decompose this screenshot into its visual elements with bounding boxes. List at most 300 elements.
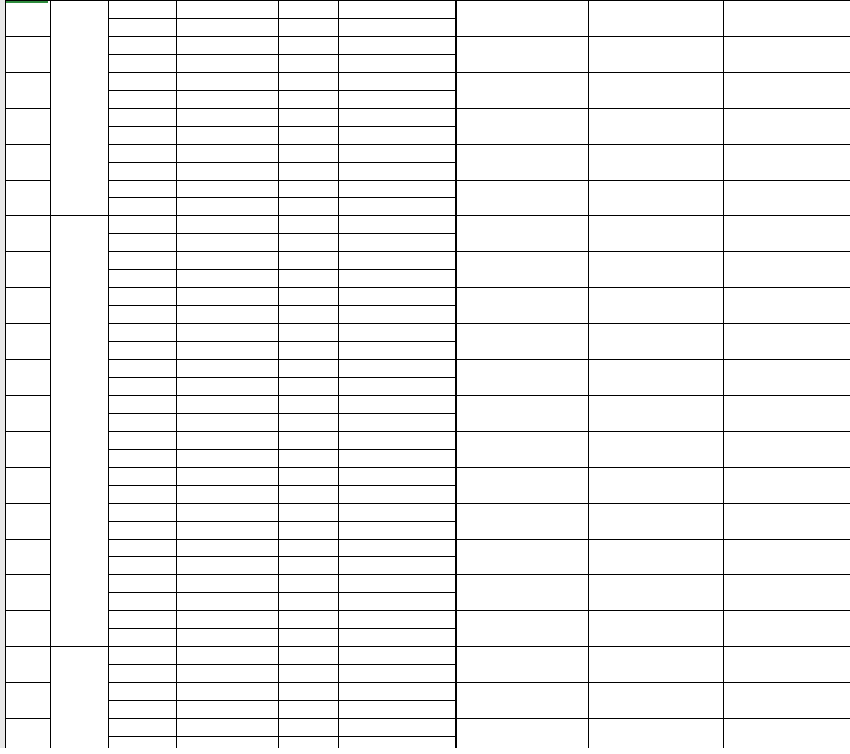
floor-cell[interactable] [108, 305, 176, 323]
row-number-cell[interactable] [5, 395, 50, 431]
note-cell[interactable] [723, 610, 850, 646]
area-cell[interactable] [338, 233, 456, 251]
usage-cell[interactable] [588, 36, 723, 72]
structure-cell[interactable] [278, 395, 338, 413]
floor-cell[interactable] [108, 197, 176, 215]
unit-cell[interactable] [176, 54, 278, 72]
grid-line [108, 395, 456, 396]
row-number-cell[interactable] [5, 503, 50, 539]
structure-cell[interactable] [278, 287, 338, 305]
unit-cell[interactable] [176, 556, 278, 574]
land-area-cell[interactable] [456, 395, 588, 431]
grid-line [456, 395, 850, 396]
grid-line [456, 359, 850, 360]
area-cell[interactable] [338, 395, 456, 413]
structure-cell[interactable] [278, 628, 338, 646]
usage-cell[interactable] [588, 431, 723, 467]
structure-cell[interactable] [278, 197, 338, 215]
area-cell[interactable] [338, 144, 456, 162]
structure-cell[interactable] [278, 126, 338, 144]
grid-line [108, 269, 456, 270]
grid-line [50, 646, 108, 647]
unit-cell[interactable] [176, 215, 278, 233]
structure-cell[interactable] [278, 431, 338, 449]
grid-line [108, 449, 456, 450]
grid-line [5, 144, 50, 145]
unit-cell[interactable] [176, 162, 278, 180]
structure-cell[interactable] [278, 503, 338, 521]
grid-line [456, 718, 850, 719]
area-cell[interactable] [338, 664, 456, 682]
floor-cell[interactable] [108, 628, 176, 646]
unit-cell[interactable] [176, 18, 278, 36]
unit-cell[interactable] [176, 449, 278, 467]
note-cell[interactable] [723, 682, 850, 718]
row-number-cell[interactable] [5, 682, 50, 718]
land-area-cell[interactable] [456, 72, 588, 108]
floor-cell[interactable] [108, 287, 176, 305]
grid-line [5, 574, 50, 575]
unit-cell[interactable] [176, 90, 278, 108]
unit-cell[interactable] [176, 682, 278, 700]
land-area-cell[interactable] [456, 574, 588, 610]
structure-cell[interactable] [278, 377, 338, 395]
structure-cell[interactable] [278, 556, 338, 574]
land-area-cell[interactable] [456, 718, 588, 754]
grid-line [5, 323, 50, 324]
unit-cell[interactable] [176, 413, 278, 431]
row-number-cell[interactable] [5, 108, 50, 144]
grid-line [108, 0, 456, 1]
floor-cell[interactable] [108, 72, 176, 90]
structure-cell[interactable] [278, 574, 338, 592]
structure-cell[interactable] [278, 736, 338, 754]
area-cell[interactable] [338, 449, 456, 467]
structure-cell[interactable] [278, 305, 338, 323]
note-cell[interactable] [723, 287, 850, 323]
grid-line [5, 359, 50, 360]
floor-cell[interactable] [108, 539, 176, 557]
area-cell[interactable] [338, 359, 456, 377]
row-number-cell[interactable] [5, 323, 50, 359]
unit-cell[interactable] [176, 539, 278, 557]
area-cell[interactable] [338, 503, 456, 521]
area-cell[interactable] [338, 377, 456, 395]
unit-cell[interactable] [176, 736, 278, 754]
unit-cell[interactable] [176, 233, 278, 251]
area-cell[interactable] [338, 180, 456, 198]
grid-line [108, 377, 456, 378]
area-cell[interactable] [338, 126, 456, 144]
land-area-cell[interactable] [456, 503, 588, 539]
land-area-cell[interactable] [456, 215, 588, 251]
area-cell[interactable] [338, 592, 456, 610]
grid-line [108, 592, 456, 593]
grid-line [5, 431, 50, 432]
grid-line [108, 162, 456, 163]
unit-cell[interactable] [176, 251, 278, 269]
grid-line [108, 539, 456, 540]
structure-cell[interactable] [278, 215, 338, 233]
note-cell[interactable] [723, 718, 850, 754]
grid-line [455, 0, 456, 748]
row-number-cell[interactable] [5, 718, 50, 754]
structure-cell[interactable] [278, 413, 338, 431]
grid-line [5, 251, 50, 252]
floor-cell[interactable] [108, 233, 176, 251]
note-cell[interactable] [723, 431, 850, 467]
floor-cell[interactable] [108, 377, 176, 395]
floor-cell[interactable] [108, 269, 176, 287]
land-area-cell[interactable] [456, 0, 588, 36]
floor-cell[interactable] [108, 0, 176, 18]
unit-cell[interactable] [176, 108, 278, 126]
area-cell[interactable] [338, 54, 456, 72]
unit-cell[interactable] [176, 503, 278, 521]
unit-cell[interactable] [176, 664, 278, 682]
structure-cell[interactable] [278, 180, 338, 198]
structure-cell[interactable] [278, 323, 338, 341]
building-group-cell[interactable] [50, 0, 108, 215]
floor-cell[interactable] [108, 646, 176, 664]
floor-cell[interactable] [108, 610, 176, 628]
floor-cell[interactable] [108, 503, 176, 521]
building-group-cell[interactable] [50, 215, 108, 646]
structure-cell[interactable] [278, 36, 338, 54]
note-cell[interactable] [723, 180, 850, 216]
structure-cell[interactable] [278, 90, 338, 108]
grid-line [50, 215, 108, 216]
land-area-cell[interactable] [456, 467, 588, 503]
unit-cell[interactable] [176, 144, 278, 162]
usage-cell[interactable] [588, 574, 723, 610]
floor-cell[interactable] [108, 323, 176, 341]
building-group-cell[interactable] [50, 646, 108, 754]
grid-line [456, 144, 850, 145]
structure-cell[interactable] [278, 610, 338, 628]
note-cell[interactable] [723, 72, 850, 108]
area-cell[interactable] [338, 18, 456, 36]
unit-cell[interactable] [176, 377, 278, 395]
unit-cell[interactable] [176, 72, 278, 90]
land-area-cell[interactable] [456, 539, 588, 575]
area-cell[interactable] [338, 431, 456, 449]
grid-line [108, 323, 456, 324]
structure-cell[interactable] [278, 269, 338, 287]
land-area-cell[interactable] [456, 610, 588, 646]
unit-cell[interactable] [176, 269, 278, 287]
grid-line [108, 736, 456, 737]
structure-cell[interactable] [278, 485, 338, 503]
floor-cell[interactable] [108, 341, 176, 359]
usage-cell[interactable] [588, 395, 723, 431]
grid-line [108, 215, 456, 216]
floor-cell[interactable] [108, 413, 176, 431]
area-cell[interactable] [338, 574, 456, 592]
usage-cell[interactable] [588, 610, 723, 646]
note-cell[interactable] [723, 215, 850, 251]
unit-cell[interactable] [176, 521, 278, 539]
land-area-cell[interactable] [456, 646, 588, 682]
grid-line [50, 0, 108, 1]
floor-cell[interactable] [108, 359, 176, 377]
area-cell[interactable] [338, 610, 456, 628]
area-cell[interactable] [338, 36, 456, 54]
floor-cell[interactable] [108, 215, 176, 233]
unit-cell[interactable] [176, 646, 278, 664]
floor-cell[interactable] [108, 126, 176, 144]
row-number-cell[interactable] [5, 251, 50, 287]
floor-cell[interactable] [108, 36, 176, 54]
floor-cell[interactable] [108, 395, 176, 413]
row-number-cell[interactable] [5, 574, 50, 610]
structure-cell[interactable] [278, 539, 338, 557]
grid-line [108, 359, 456, 360]
usage-cell[interactable] [588, 72, 723, 108]
row-number-cell[interactable] [5, 467, 50, 503]
structure-cell[interactable] [278, 646, 338, 664]
land-area-cell[interactable] [456, 287, 588, 323]
usage-cell[interactable] [588, 539, 723, 575]
row-number-cell[interactable] [5, 36, 50, 72]
floor-cell[interactable] [108, 144, 176, 162]
structure-cell[interactable] [278, 251, 338, 269]
note-cell[interactable] [723, 0, 850, 36]
floor-cell[interactable] [108, 592, 176, 610]
grid-line [456, 539, 850, 540]
unit-cell[interactable] [176, 323, 278, 341]
row-number-cell[interactable] [5, 287, 50, 323]
grid-line [108, 54, 456, 55]
usage-cell[interactable] [588, 287, 723, 323]
unit-cell[interactable] [176, 628, 278, 646]
area-cell[interactable] [338, 485, 456, 503]
row-number-cell[interactable] [5, 610, 50, 646]
note-cell[interactable] [723, 395, 850, 431]
grid-line [5, 610, 50, 611]
note-cell[interactable] [723, 503, 850, 539]
note-cell[interactable] [723, 323, 850, 359]
row-number-cell[interactable] [5, 144, 50, 180]
area-cell[interactable] [338, 646, 456, 664]
floor-cell[interactable] [108, 180, 176, 198]
area-cell[interactable] [338, 0, 456, 18]
area-cell[interactable] [338, 269, 456, 287]
usage-cell[interactable] [588, 682, 723, 718]
grid-line [456, 431, 850, 432]
unit-cell[interactable] [176, 359, 278, 377]
structure-cell[interactable] [278, 144, 338, 162]
area-cell[interactable] [338, 682, 456, 700]
floor-cell[interactable] [108, 90, 176, 108]
land-area-cell[interactable] [456, 323, 588, 359]
floor-cell[interactable] [108, 736, 176, 754]
area-cell[interactable] [338, 197, 456, 215]
structure-cell[interactable] [278, 449, 338, 467]
structure-cell[interactable] [278, 108, 338, 126]
grid-line [108, 431, 456, 432]
usage-cell[interactable] [588, 251, 723, 287]
land-area-cell[interactable] [456, 251, 588, 287]
grid-line [108, 467, 456, 468]
floor-cell[interactable] [108, 521, 176, 539]
land-area-cell[interactable] [456, 180, 588, 216]
unit-cell[interactable] [176, 126, 278, 144]
usage-cell[interactable] [588, 718, 723, 754]
note-cell[interactable] [723, 108, 850, 144]
area-cell[interactable] [338, 108, 456, 126]
floor-cell[interactable] [108, 431, 176, 449]
structure-cell[interactable] [278, 162, 338, 180]
grid-line [108, 126, 456, 127]
area-cell[interactable] [338, 467, 456, 485]
structure-cell[interactable] [278, 664, 338, 682]
note-cell[interactable] [723, 574, 850, 610]
unit-cell[interactable] [176, 341, 278, 359]
floor-cell[interactable] [108, 664, 176, 682]
unit-cell[interactable] [176, 718, 278, 736]
row-number-cell[interactable] [5, 215, 50, 251]
area-cell[interactable] [338, 539, 456, 557]
row-number-cell[interactable] [5, 0, 50, 36]
area-cell[interactable] [338, 72, 456, 90]
area-cell[interactable] [338, 287, 456, 305]
note-cell[interactable] [723, 144, 850, 180]
area-cell[interactable] [338, 413, 456, 431]
floor-cell[interactable] [108, 467, 176, 485]
usage-cell[interactable] [588, 646, 723, 682]
area-cell[interactable] [338, 251, 456, 269]
note-cell[interactable] [723, 251, 850, 287]
grid-line [108, 233, 456, 234]
structure-cell[interactable] [278, 359, 338, 377]
structure-cell[interactable] [278, 592, 338, 610]
grid-line [456, 108, 850, 109]
floor-cell[interactable] [108, 108, 176, 126]
floor-cell[interactable] [108, 682, 176, 700]
floor-cell[interactable] [108, 162, 176, 180]
floor-cell[interactable] [108, 700, 176, 718]
area-cell[interactable] [338, 556, 456, 574]
area-cell[interactable] [338, 628, 456, 646]
area-cell[interactable] [338, 323, 456, 341]
area-cell[interactable] [338, 162, 456, 180]
area-cell[interactable] [338, 700, 456, 718]
unit-cell[interactable] [176, 0, 278, 18]
usage-cell[interactable] [588, 359, 723, 395]
area-cell[interactable] [338, 718, 456, 736]
unit-cell[interactable] [176, 485, 278, 503]
unit-cell[interactable] [176, 305, 278, 323]
usage-cell[interactable] [588, 0, 723, 36]
grid-line [456, 215, 850, 216]
usage-cell[interactable] [588, 503, 723, 539]
grid-line [108, 0, 109, 748]
floor-cell[interactable] [108, 449, 176, 467]
area-cell[interactable] [338, 90, 456, 108]
note-cell[interactable] [723, 36, 850, 72]
land-area-cell[interactable] [456, 431, 588, 467]
grid-line [108, 180, 456, 181]
note-cell[interactable] [723, 467, 850, 503]
structure-cell[interactable] [278, 18, 338, 36]
row-number-cell[interactable] [5, 359, 50, 395]
note-cell[interactable] [723, 539, 850, 575]
structure-cell[interactable] [278, 682, 338, 700]
unit-cell[interactable] [176, 287, 278, 305]
structure-cell[interactable] [278, 341, 338, 359]
unit-cell[interactable] [176, 395, 278, 413]
floor-cell[interactable] [108, 18, 176, 36]
usage-cell[interactable] [588, 144, 723, 180]
land-area-cell[interactable] [456, 359, 588, 395]
usage-cell[interactable] [588, 323, 723, 359]
unit-cell[interactable] [176, 574, 278, 592]
floor-cell[interactable] [108, 251, 176, 269]
usage-cell[interactable] [588, 215, 723, 251]
floor-cell[interactable] [108, 574, 176, 592]
row-number-cell[interactable] [5, 180, 50, 216]
structure-cell[interactable] [278, 0, 338, 18]
unit-cell[interactable] [176, 197, 278, 215]
area-cell[interactable] [338, 305, 456, 323]
grid-line [456, 0, 457, 748]
unit-cell[interactable] [176, 592, 278, 610]
grid-line [108, 72, 456, 73]
usage-cell[interactable] [588, 108, 723, 144]
floor-cell[interactable] [108, 556, 176, 574]
land-area-cell[interactable] [456, 36, 588, 72]
land-area-cell[interactable] [456, 108, 588, 144]
grid-line [5, 287, 50, 288]
unit-cell[interactable] [176, 467, 278, 485]
unit-cell[interactable] [176, 700, 278, 718]
floor-cell[interactable] [108, 54, 176, 72]
structure-cell[interactable] [278, 467, 338, 485]
floor-cell[interactable] [108, 718, 176, 736]
structure-cell[interactable] [278, 233, 338, 251]
structure-cell[interactable] [278, 521, 338, 539]
row-number-cell[interactable] [5, 72, 50, 108]
area-cell[interactable] [338, 341, 456, 359]
area-cell[interactable] [338, 736, 456, 754]
row-number-cell[interactable] [5, 646, 50, 682]
structure-cell[interactable] [278, 72, 338, 90]
grid-line [5, 682, 50, 683]
floor-cell[interactable] [108, 485, 176, 503]
area-cell[interactable] [338, 521, 456, 539]
note-cell[interactable] [723, 646, 850, 682]
row-number-cell[interactable] [5, 431, 50, 467]
row-number-cell[interactable] [5, 539, 50, 575]
structure-cell[interactable] [278, 718, 338, 736]
grid-line [108, 36, 456, 37]
unit-cell[interactable] [176, 431, 278, 449]
land-area-cell[interactable] [456, 144, 588, 180]
area-cell[interactable] [338, 215, 456, 233]
unit-cell[interactable] [176, 610, 278, 628]
structure-cell[interactable] [278, 54, 338, 72]
usage-cell[interactable] [588, 180, 723, 216]
note-cell[interactable] [723, 359, 850, 395]
structure-cell[interactable] [278, 700, 338, 718]
unit-cell[interactable] [176, 180, 278, 198]
unit-cell[interactable] [176, 36, 278, 54]
grid-line [5, 108, 50, 109]
land-area-cell[interactable] [456, 682, 588, 718]
usage-cell[interactable] [588, 467, 723, 503]
grid-line [456, 251, 850, 252]
